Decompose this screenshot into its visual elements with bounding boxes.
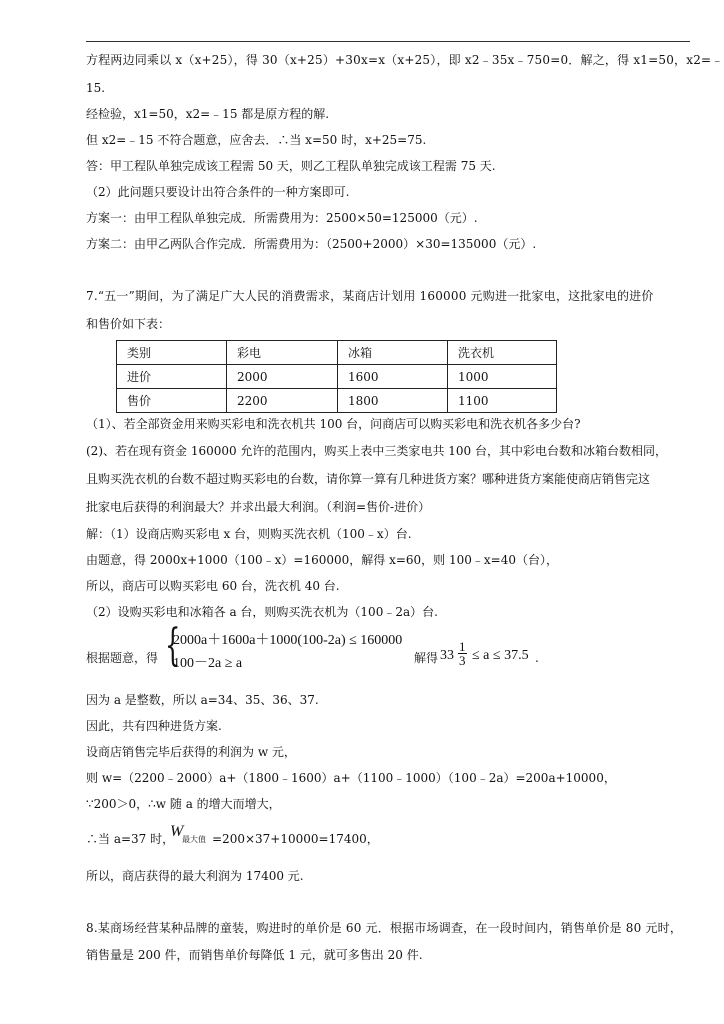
text-line: ∵200＞0，∴w 随 a 的增大而增大， xyxy=(86,797,281,811)
table-cell: 2000 xyxy=(227,365,338,389)
text-line: 方案一：由甲工程队单独完成．所需费用为：2500×50=125000（元）. xyxy=(86,211,478,225)
text-line: 由题意，得 2000x+1000（100﹣x）=160000，解得 x=60，则 100﹣x=40（台）， xyxy=(86,553,558,567)
w-subscript: 最大值 xyxy=(182,835,206,844)
table-cell: 1800 xyxy=(338,389,448,413)
text-line: =200×37+10000=17400， xyxy=(212,832,379,846)
text-line: 答：甲工程队单独完成该工程需 50 天，则乙工程队单独完成该工程需 75 天. xyxy=(86,159,496,173)
text-line: 解：（1）设商店购买彩电 x 台，则购买洗衣机（100﹣x）台. xyxy=(86,527,412,541)
text-line: 和售价如下表： xyxy=(86,317,171,331)
text-line: 15. xyxy=(86,81,106,95)
solution-fraction xyxy=(458,640,467,667)
text-line: 则 w=（2200﹣2000）a+（1800﹣1600）a+（1100﹣1000）（100﹣2a）=200a+10000， xyxy=(86,771,616,785)
text-line: 方案二：由甲乙两队合作完成．所需费用为：（2500+2000）×30=135000（元）. xyxy=(86,237,537,251)
table-row xyxy=(117,365,557,389)
text-line: （2）设购买彩电和冰箱各 a 台，则购买洗衣机为（100﹣2a）台. xyxy=(86,605,438,619)
price-table xyxy=(116,340,557,413)
question-7-line: 7.“五一”期间，为了满足广大人民的消费需求，某商店计划用 160000 元购进一批家电，这批家电的进价 xyxy=(86,289,654,303)
table-cell: 售价 xyxy=(117,389,227,413)
table-cell: 2200 xyxy=(227,389,338,413)
table-cell: 类别 xyxy=(117,341,227,365)
table-row xyxy=(117,389,557,413)
text-line: 销售量是 200 件，而销售单价每降低 1 元，就可多售出 20 件. xyxy=(86,948,423,962)
fraction-numerator: 1 xyxy=(459,639,466,654)
table-cell: 1100 xyxy=(448,389,557,413)
text-line: 因为 a 是整数，所以 a=34、35、36、37. xyxy=(86,693,319,707)
inequality-system xyxy=(165,620,403,671)
w-symbol: W xyxy=(170,823,184,840)
inequality-2: 100－2a ≥ a xyxy=(173,656,243,671)
table-cell: 冰箱 xyxy=(338,341,448,365)
text-line: 解得 xyxy=(414,651,439,665)
table-row xyxy=(117,341,557,365)
text-line: ∴当 a=37 时， xyxy=(86,832,175,846)
table-cell: 彩电 xyxy=(227,341,338,365)
fraction-denominator: 3 xyxy=(459,653,466,668)
solution-whole: 33 xyxy=(440,648,454,663)
table-cell: 1000 xyxy=(448,365,557,389)
text-line: 方程两边同乘以 x（x+25），得 30（x+25）+30x=x（x+25），即 x2﹣35x﹣750=0．解之，得 x1=50，x2=﹣ xyxy=(86,53,724,67)
solution-period: . xyxy=(535,651,539,665)
text-line: 批家电后获得的利润最大？并求出最大利润。（利润=售价-进价） xyxy=(86,500,431,514)
text-line: 设商店销售完毕后获得的利润为 w 元， xyxy=(86,745,296,759)
text-line: (2)、若在现有资金 160000 允许的范围内，购买上表中三类家电共 100 台，其中彩电台数和冰箱台数相同， xyxy=(86,444,667,458)
text-line: （1）、若全部资金用来购买彩电和洗衣机共 100 台，问商店可以购买彩电和洗衣机各多少台? xyxy=(86,417,581,431)
text-line: （2）此问题只要设计出符合条件的一种方案即可. xyxy=(86,185,350,199)
solution-range: ≤ a ≤ 37.5 xyxy=(472,648,529,663)
text-line: 经检验，x1=50，x2=﹣15 都是原方程的解. xyxy=(86,107,330,121)
table-cell: 1600 xyxy=(338,365,448,389)
brace-symbol: { xyxy=(165,620,181,671)
table-cell: 洗衣机 xyxy=(448,341,557,365)
table-cell: 进价 xyxy=(117,365,227,389)
text-line: 但 x2=﹣15 不符合题意，应舍去．∴当 x=50 时，x+25=75. xyxy=(86,133,427,147)
inequality-1: 2000a＋1600a＋1000(100-2a) ≤ 160000 xyxy=(173,633,403,648)
text-line: 所以，商店获得的最大利润为 17400 元. xyxy=(86,869,304,883)
question-8-line: 8.某商场经营某种品牌的童装，购进时的单价是 60 元．根据市场调查，在一段时间内，销售单价是 80 元时， xyxy=(86,921,683,935)
text-line: 根据题意，得 xyxy=(86,651,159,665)
header-rule xyxy=(86,41,690,42)
text-line: 因此，共有四种进货方案. xyxy=(86,719,222,733)
text-line: 且购买洗衣机的台数不超过购买彩电的台数，请你算一算有几种进货方案？哪种进货方案能使商店销售完这 xyxy=(86,472,651,486)
text-line: 所以，商店可以购买彩电 60 台，洗衣机 40 台. xyxy=(86,579,340,593)
